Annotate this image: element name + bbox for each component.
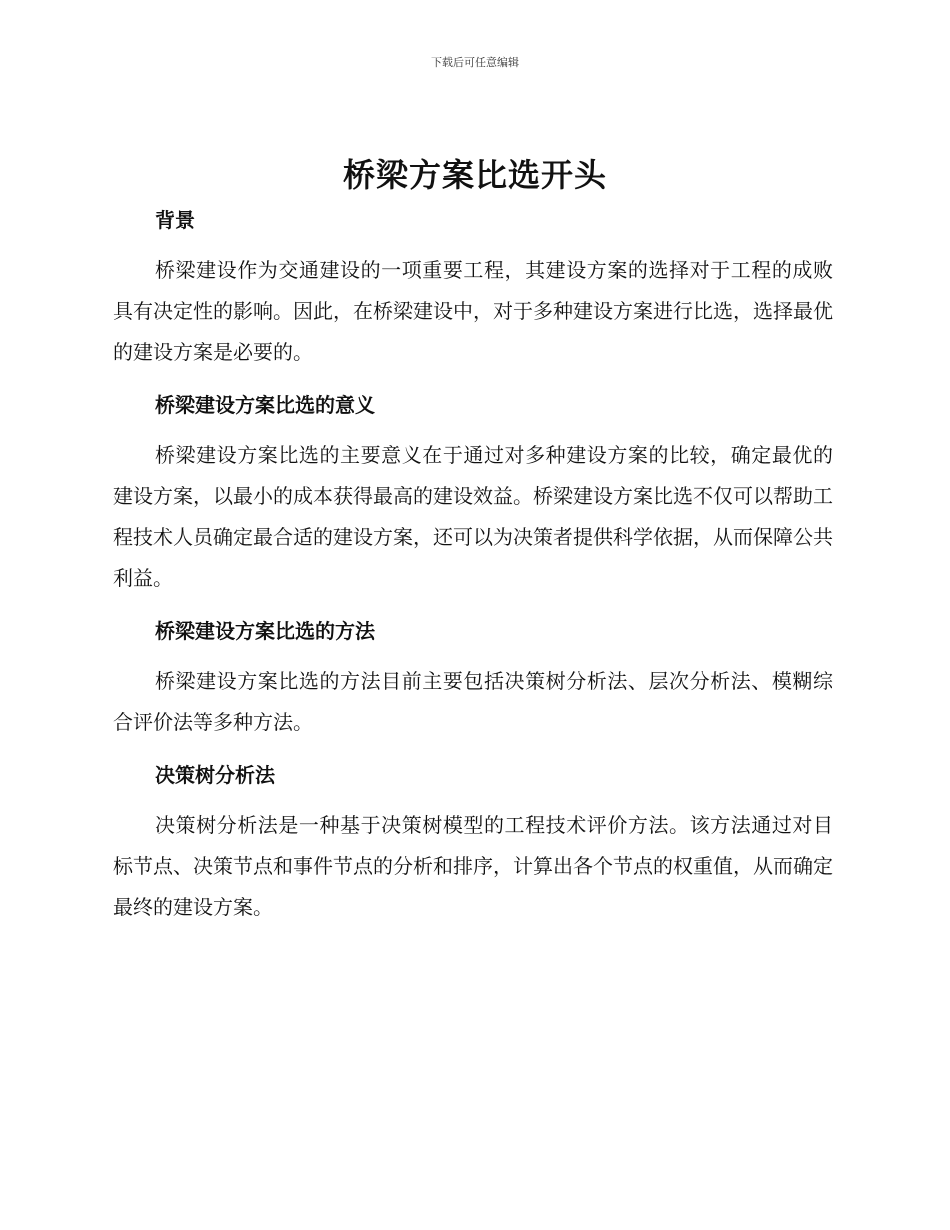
- section-heading: 背景: [155, 208, 195, 232]
- section-paragraph: 桥梁建设方案比选的主要意义在于通过对多种建设方案的比较，确定最优的建设方案，以最小的成本获得最高的建设效益。桥梁建设方案比选不仅可以帮助工程技术人员确定最合适的建设方案，还可以为决策者提供科学依据，从而保障公共利益。: [113, 443, 833, 590]
- page-header-note: 下载后可任意编辑: [431, 56, 519, 69]
- section-heading: 桥梁建设方案比选的方法: [155, 619, 375, 643]
- section-heading: 桥梁建设方案比选的意义: [155, 393, 375, 417]
- section-significance: [113, 383, 833, 609]
- section-methods: [113, 609, 833, 753]
- document-body: [113, 198, 833, 928]
- section-background: [113, 198, 833, 383]
- section-paragraph: 决策树分析法是一种基于决策树模型的工程技术评价方法。该方法通过对目标节点、决策节点和事件节点的分析和排序，计算出各个节点的权重值，从而确定最终的建设方案。: [113, 813, 833, 919]
- section-paragraph: 桥梁建设方案比选的方法目前主要包括决策树分析法、层次分析法、模糊综合评价法等多种方法。: [113, 669, 833, 734]
- document-title: 桥梁方案比选开头: [342, 156, 607, 194]
- section-decision-tree: [113, 753, 833, 928]
- section-paragraph: 桥梁建设作为交通建设的一项重要工程，其建设方案的选择对于工程的成败具有决定性的影响。因此，在桥梁建设中，对于多种建设方案进行比选，选择最优的建设方案是必要的。: [113, 258, 833, 364]
- section-heading: 决策树分析法: [155, 763, 275, 787]
